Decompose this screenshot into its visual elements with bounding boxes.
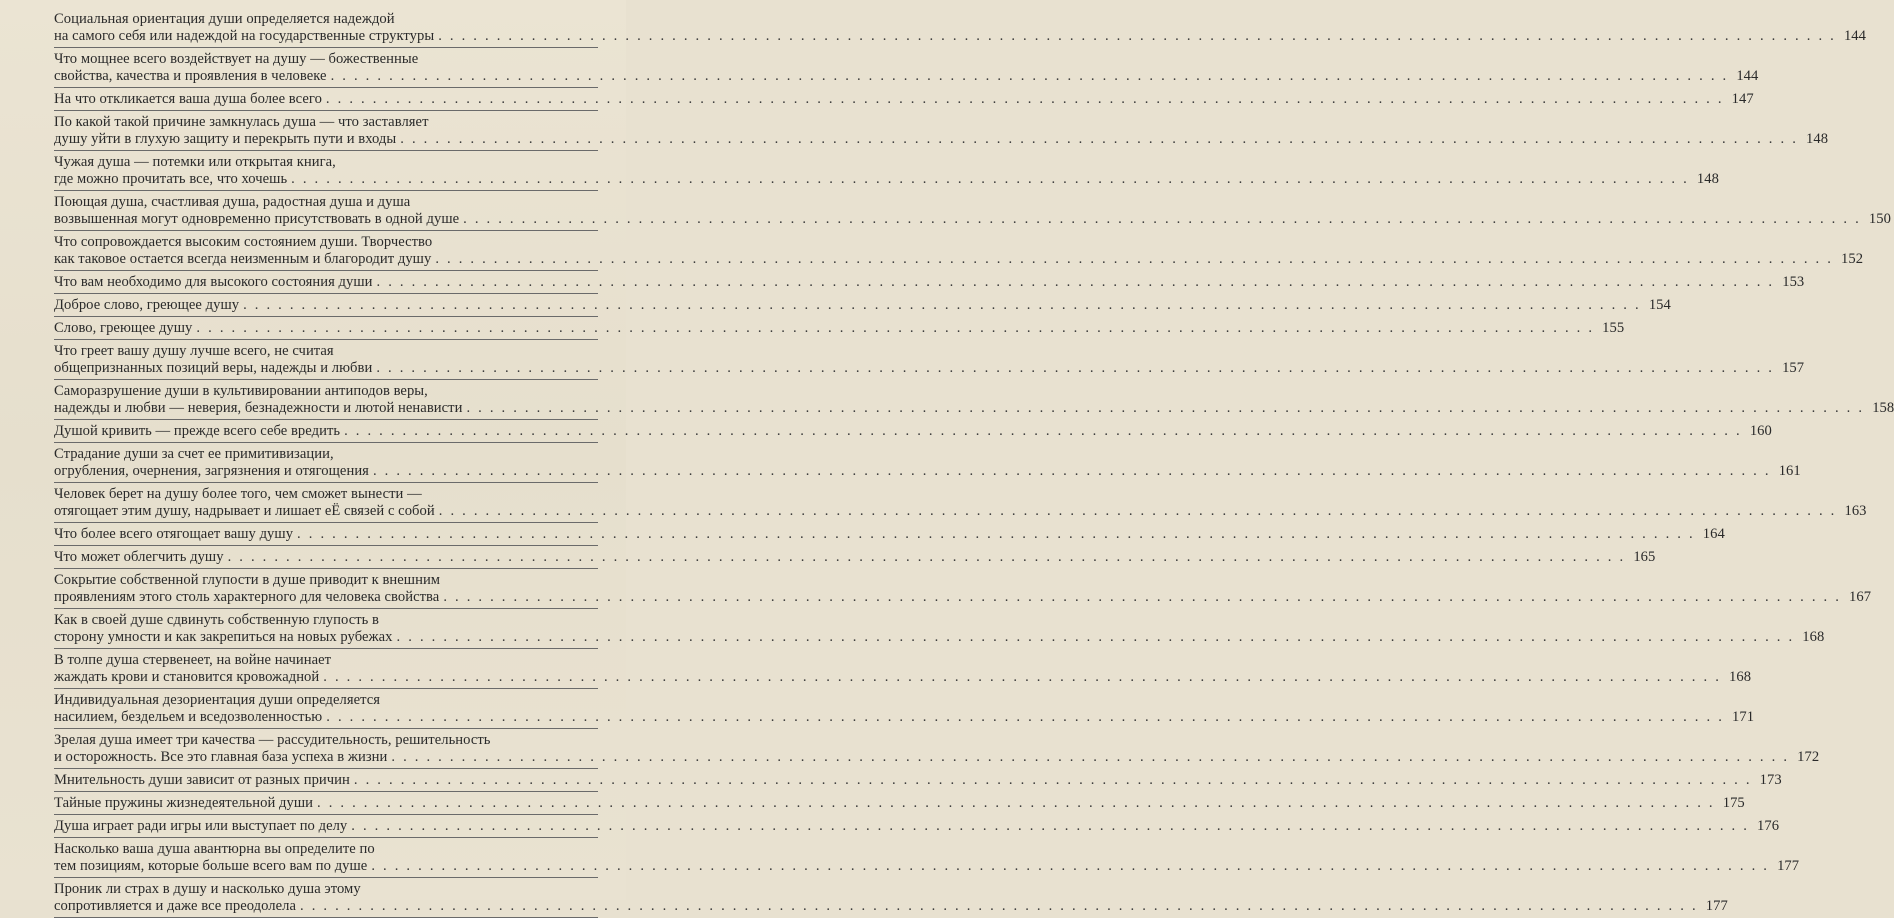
toc-entry-title-line: Поющая душа, счастливая душа, радостная душа и душа [54, 194, 411, 210]
dot-leader: . . . . . . . . . . . . . . . . . . . . . . . . . . . . . . . . . . . . . . . . . . . . . . . . . . . . . . . . . . . . . . . . . . . . . . . . . . . . . . . . . . . . . . . . . . . . . . . . . . . . . . . . . . . . . . . . . . . . . . . . [463, 211, 1861, 227]
toc-entry [54, 191, 1891, 231]
toc-page-number: 157 [1782, 360, 1805, 376]
toc-entry [54, 420, 1772, 443]
toc-entry-last-line [54, 749, 1820, 766]
toc-entry [54, 815, 1780, 838]
toc-entry [54, 523, 1725, 546]
toc-entry-title-line: Что более всего отягощает вашу душу [54, 526, 294, 542]
toc-entry [54, 317, 1625, 340]
toc-entry [54, 231, 1864, 271]
dot-leader: . . . . . . . . . . . . . . . . . . . . . . . . . . . . . . . . . . . . . . . . . . . . . . . . . . . . . . . . . . . . . . . . . . . . . . . . . . . . . . . . . . . . . . . . . . . . . . . . . . . . . . . . . . . . . . . . . . . . . . . . [438, 28, 1836, 44]
toc-entry-last-line [54, 858, 1800, 875]
toc-entry-last-line [54, 251, 1864, 268]
toc-entry-last-line [54, 320, 1625, 337]
toc-page-number: 167 [1849, 589, 1872, 605]
toc-entry-title-line: сторону умности и как закрепиться на новых рубежах [54, 629, 393, 645]
toc-entry [54, 769, 1782, 792]
toc-entry [54, 340, 1805, 380]
toc-page-number: 164 [1702, 526, 1725, 542]
dot-leader: . . . . . . . . . . . . . . . . . . . . . . . . . . . . . . . . . . . . . . . . . . . . . . . . . . . . . . . . . . . . . . . . . . . . . . . . . . . . . . . . . . . . . . . . . . . . . . . . . . . . . . . . . . . . . . . . . . . . . . . . [317, 795, 1715, 811]
toc-entry-title-line: Насколько ваша душа авантюрна вы определите по [54, 841, 375, 857]
toc-entry-title-line: Саморазрушение души в культивировании антиподов веры, [54, 383, 428, 399]
toc-entry-last-line [54, 709, 1755, 726]
toc-entry-title-line: По какой такой причине замкнулась душа — что заставляет [54, 114, 429, 130]
toc-page-number: 148 [1806, 131, 1829, 147]
toc-entry-title-line: Проник ли страх в душу и насколько душа этому [54, 881, 361, 897]
toc-entry-title-line: отягощает этим душу, надрывает и лишает еЁ связей с собой [54, 503, 435, 519]
toc-entry-last-line [54, 526, 1725, 543]
toc-entry [54, 546, 1656, 569]
toc-entry-title-line: Чужая душа — потемки или открытая книга, [54, 154, 336, 170]
toc-entry-last-line [54, 818, 1780, 835]
dot-leader: . . . . . . . . . . . . . . . . . . . . . . . . . . . . . . . . . . . . . . . . . . . . . . . . . . . . . . . . . . . . . . . . . . . . . . . . . . . . . . . . . . . . . . . . . . . . . . . . . . . . . . . . . . . . . . . . . . . . . . . . [323, 669, 1722, 685]
dot-leader: . . . . . . . . . . . . . . . . . . . . . . . . . . . . . . . . . . . . . . . . . . . . . . . . . . . . . . . . . . . . . . . . . . . . . . . . . . . . . . . . . . . . . . . . . . . . . . . . . . . . . . . . . . . . . . . . . . . . . . . . [300, 898, 1698, 914]
toc-page-number: 172 [1797, 749, 1820, 765]
toc-page-number: 171 [1732, 709, 1755, 725]
toc-entry-title-line: Зрелая душа имеет три качества — рассудительность, решительность [54, 732, 491, 748]
toc-entry-title-line: где можно прочитать все, что хочешь [54, 171, 288, 187]
toc-entry-title-line: душу уйти в глухую защиту и перекрыть пути и входы [54, 131, 397, 147]
toc-page-number: 144 [1736, 68, 1759, 84]
toc-page-number: 165 [1633, 549, 1656, 565]
toc-entry-last-line [54, 68, 1759, 85]
dot-leader: . . . . . . . . . . . . . . . . . . . . . . . . . . . . . . . . . . . . . . . . . . . . . . . . . . . . . . . . . . . . . . . . . . . . . . . . . . . . . . . . . . . . . . . . . . . . . . . . . . . . . . . . . . . . . . . . . . . . . . . . [325, 91, 1724, 107]
toc-entry-last-line [54, 297, 1671, 314]
toc-entry-title-line: Тайные пружины жизнедеятельной души [54, 795, 313, 811]
toc-entry-title-line: В толпе душа стервенеет, на войне начинает [54, 652, 332, 668]
toc-entry-title-line: Что мощнее всего воздействует на душу — божественные [54, 51, 419, 67]
toc-entry-last-line [54, 589, 1872, 606]
toc-entry-last-line [54, 171, 1719, 188]
toc-entry-last-line [54, 549, 1656, 566]
toc-entry [54, 271, 1805, 294]
toc-entry-title-line: Как в своей душе сдвинуть собственную глупость в [54, 612, 380, 628]
toc-page-number: 173 [1759, 772, 1782, 788]
dot-leader: . . . . . . . . . . . . . . . . . . . . . . . . . . . . . . . . . . . . . . . . . . . . . . . . . . . . . . . . . . . . . . . . . . . . . . . . . . . . . . . . . . . . . . . . . . . . . . . . . . . . . . . . . . . . . . . . . . . . . . . . [396, 629, 1795, 645]
toc-entry-last-line [54, 211, 1891, 228]
toc-entry-title-line: насилием, бездельем и вседозволенностью [54, 709, 323, 725]
toc-entry-title-line: Человек берет на душу более того, чем сможет вынести — [54, 486, 422, 502]
toc-page-number: 147 [1731, 91, 1754, 107]
toc-entry [54, 88, 1754, 111]
toc-entry-title-line: проявлениям этого столь характерного для человека свойства [54, 589, 440, 605]
toc-entry-title-line: надежды и любви — неверия, безнадежности и лютой ненависти [54, 400, 463, 416]
toc-page-number: 155 [1602, 320, 1625, 336]
toc-entry-title-line: сопротивляется и даже все преодолела [54, 898, 297, 914]
toc-entry-title-line: Слово, греющее душу [54, 320, 193, 336]
toc-page-number: 161 [1778, 463, 1801, 479]
toc-entry-last-line [54, 503, 1867, 520]
toc-entry-title-line: огрубления, очернения, загрязнения и отягощения [54, 463, 369, 479]
dot-leader: . . . . . . . . . . . . . . . . . . . . . . . . . . . . . . . . . . . . . . . . . . . . . . . . . . . . . . . . . . . . . . . . . . . . . . . . . . . . . . . . . . . . . . . . . . . . . . . . . . . . . . . . . . . . . . . . . . . . . . . . [466, 400, 1865, 416]
toc-entry-title-line: и осторожность. Все это главная база успеха в жизни [54, 749, 388, 765]
dot-leader: . . . . . . . . . . . . . . . . . . . . . . . . . . . . . . . . . . . . . . . . . . . . . . . . . . . . . . . . . . . . . . . . . . . . . . . . . . . . . . . . . . . . . . . . . . . . . . . . . . . . . . . . . . . . . . . . . . . . . . . . [438, 503, 1837, 519]
toc-entry-title-line: Что сопровождается высоким состоянием души. Творчество [54, 234, 433, 250]
toc-page-number: 168 [1729, 669, 1752, 685]
toc-entry-title-line: Доброе слово, греющее душу [54, 297, 240, 313]
toc-entry-last-line [54, 423, 1772, 440]
toc-entry-title-line: возвышенная могут одновременно присутствовать в одной душе [54, 211, 460, 227]
dot-leader: . . . . . . . . . . . . . . . . . . . . . . . . . . . . . . . . . . . . . . . . . . . . . . . . . . . . . . . . . . . . . . . . . . . . . . . . . . . . . . . . . . . . . . . . . . . . . . . . . . . . . . . . . . . . . . . . . . . . . . . . [353, 772, 1752, 788]
toc-entry-title-line: Что вам необходимо для высокого состояния души [54, 274, 373, 290]
toc-entry [54, 111, 1829, 151]
toc-entry-last-line [54, 898, 1728, 915]
toc-entry [54, 8, 1866, 48]
toc-entry [54, 569, 1872, 609]
toc-page-number: 144 [1843, 28, 1866, 44]
toc-entry [54, 792, 1745, 815]
toc-entry-last-line [54, 91, 1754, 108]
table-of-contents [54, 8, 1894, 918]
dot-leader: . . . . . . . . . . . . . . . . . . . . . . . . . . . . . . . . . . . . . . . . . . . . . . . . . . . . . . . . . . . . . . . . . . . . . . . . . . . . . . . . . . . . . . . . . . . . . . . . . . . . . . . . . . . . . . . . . . . . . . . . [435, 251, 1834, 267]
toc-entry-last-line [54, 669, 1752, 686]
toc-entry-last-line [54, 400, 1894, 417]
toc-page-number: 152 [1841, 251, 1864, 267]
dot-leader: . . . . . . . . . . . . . . . . . . . . . . . . . . . . . . . . . . . . . . . . . . . . . . . . . . . . . . . . . . . . . . . . . . . . . . . . . . . . . . . . . . . . . . . . . . . . . . . . . . . . . . . . . . . . . . . . . . . . . . . . [371, 858, 1770, 874]
dot-leader: . . . . . . . . . . . . . . . . . . . . . . . . . . . . . . . . . . . . . . . . . . . . . . . . . . . . . . . . . . . . . . . . . . . . . . . . . . . . . . . . . . . . . . . . . . . . . . . . . . . . . . . . . . . . . . . . . . . . . . . . [326, 709, 1725, 725]
toc-entry-last-line [54, 131, 1829, 148]
toc-page-number: 153 [1782, 274, 1805, 290]
toc-entry-last-line [54, 772, 1782, 789]
toc-entry [54, 483, 1867, 523]
toc-entry-title-line: На что откликается ваша душа более всего [54, 91, 322, 107]
dot-leader: . . . . . . . . . . . . . . . . . . . . . . . . . . . . . . . . . . . . . . . . . . . . . . . . . . . . . . . . . . . . . . . . . . . . . . . . . . . . . . . . . . . . . . . . . . . . . . . . . . . . . . . . . . . . . . . . . . . . . . . . [297, 526, 1695, 542]
toc-entry-last-line [54, 274, 1805, 291]
toc-entry [54, 689, 1755, 729]
toc-entry [54, 48, 1759, 88]
toc-entry [54, 443, 1801, 483]
toc-page-number: 150 [1868, 211, 1891, 227]
toc-entry-last-line [54, 28, 1866, 45]
dot-leader: . . . . . . . . . . . . . . . . . . . . . . . . . . . . . . . . . . . . . . . . . . . . . . . . . . . . . . . . . . . . . . . . . . . . . . . . . . . . . . . . . . . . . . . . . . . . . . . . . . . . . . . . . . . . . . . . . . . . . . . . [391, 749, 1790, 765]
toc-entry-title-line: Что может облегчить душу [54, 549, 224, 565]
toc-entry-last-line [54, 795, 1745, 812]
toc-page-number: 177 [1705, 898, 1728, 914]
toc-page-number: 158 [1872, 400, 1894, 416]
toc-entry [54, 151, 1719, 191]
dot-leader: . . . . . . . . . . . . . . . . . . . . . . . . . . . . . . . . . . . . . . . . . . . . . . . . . . . . . . . . . . . . . . . . . . . . . . . . . . . . . . . . . . . . . . . . . . . . . . . . . . . . . . . . . . . . . . . . . . . . . . . . [291, 171, 1689, 187]
toc-entry-title-line: Душой кривить — прежде всего себе вредить [54, 423, 341, 439]
toc-entry-title-line: жаждать крови и становится кровожадной [54, 669, 320, 685]
toc-entry-title-line: Мнительность души зависит от разных причин [54, 772, 350, 788]
toc-entry [54, 609, 1825, 649]
toc-entry [54, 380, 1894, 420]
toc-entry [54, 838, 1800, 878]
toc-entry [54, 729, 1820, 769]
toc-entry-last-line [54, 360, 1805, 377]
toc-page-number: 148 [1696, 171, 1719, 187]
toc-entry-last-line [54, 629, 1825, 646]
dot-leader: . . . . . . . . . . . . . . . . . . . . . . . . . . . . . . . . . . . . . . . . . . . . . . . . . . . . . . . . . . . . . . . . . . . . . . . . . . . . . . . . . . . . . . . . . . . . . . . . . . . . . . . . . . . . . . . . . . . . . . . . [196, 320, 1595, 336]
dot-leader: . . . . . . . . . . . . . . . . . . . . . . . . . . . . . . . . . . . . . . . . . . . . . . . . . . . . . . . . . . . . . . . . . . . . . . . . . . . . . . . . . . . . . . . . . . . . . . . . . . . . . . . . . . . . . . . . . . . . . . . . [344, 423, 1742, 439]
dot-leader: . . . . . . . . . . . . . . . . . . . . . . . . . . . . . . . . . . . . . . . . . . . . . . . . . . . . . . . . . . . . . . . . . . . . . . . . . . . . . . . . . . . . . . . . . . . . . . . . . . . . . . . . . . . . . . . . . . . . . . . . [376, 274, 1775, 290]
toc-page-number: 168 [1802, 629, 1825, 645]
dot-leader: . . . . . . . . . . . . . . . . . . . . . . . . . . . . . . . . . . . . . . . . . . . . . . . . . . . . . . . . . . . . . . . . . . . . . . . . . . . . . . . . . . . . . . . . . . . . . . . . . . . . . . . . . . . . . . . . . . . . . . . . [330, 68, 1729, 84]
toc-entry-title-line: Душа играет ради игры или выступает по делу [54, 818, 348, 834]
toc-entry [54, 878, 1728, 918]
dot-leader: . . . . . . . . . . . . . . . . . . . . . . . . . . . . . . . . . . . . . . . . . . . . . . . . . . . . . . . . . . . . . . . . . . . . . . . . . . . . . . . . . . . . . . . . . . . . . . . . . . . . . . . . . . . . . . . . . . . . . . . . [376, 360, 1775, 376]
toc-page-number: 177 [1777, 858, 1800, 874]
toc-entry [54, 294, 1671, 317]
toc-page-number: 154 [1648, 297, 1671, 313]
dot-leader: . . . . . . . . . . . . . . . . . . . . . . . . . . . . . . . . . . . . . . . . . . . . . . . . . . . . . . . . . . . . . . . . . . . . . . . . . . . . . . . . . . . . . . . . . . . . . . . . . . . . . . . . . . . . . . . . . . . . . . . . [443, 589, 1842, 605]
toc-entry-title-line: тем позициям, которые больше всего вам по душе [54, 858, 368, 874]
dot-leader: . . . . . . . . . . . . . . . . . . . . . . . . . . . . . . . . . . . . . . . . . . . . . . . . . . . . . . . . . . . . . . . . . . . . . . . . . . . . . . . . . . . . . . . . . . . . . . . . . . . . . . . . . . . . . . . . . . . . . . . . [372, 463, 1771, 479]
toc-entry-title-line: Сокрытие собственной глупости в душе приводит к внешним [54, 572, 441, 588]
toc-entry-title-line: Социальная ориентация души определяется надеждой [54, 11, 395, 27]
toc-page-number: 175 [1722, 795, 1745, 811]
toc-page-number: 163 [1844, 503, 1867, 519]
toc-entry-title-line: на самого себя или надеждой на государственные структуры [54, 28, 435, 44]
toc-page-number: 176 [1757, 818, 1780, 834]
dot-leader: . . . . . . . . . . . . . . . . . . . . . . . . . . . . . . . . . . . . . . . . . . . . . . . . . . . . . . . . . . . . . . . . . . . . . . . . . . . . . . . . . . . . . . . . . . . . . . . . . . . . . . . . . . . . . . . . . . . . . . . . [243, 297, 1641, 313]
dot-leader: . . . . . . . . . . . . . . . . . . . . . . . . . . . . . . . . . . . . . . . . . . . . . . . . . . . . . . . . . . . . . . . . . . . . . . . . . . . . . . . . . . . . . . . . . . . . . . . . . . . . . . . . . . . . . . . . . . . . . . . . [351, 818, 1750, 834]
toc-page-number: 160 [1749, 423, 1772, 439]
toc-entry-title-line: Индивидуальная дезориентация души определяется [54, 692, 380, 708]
toc-entry-title-line: общепризнанных позиций веры, надежды и любви [54, 360, 373, 376]
toc-entry [54, 649, 1752, 689]
toc-entry-title-line: Что греет вашу душу лучше всего, не считая [54, 343, 334, 359]
toc-entry-title-line: как таковое остается всегда неизменным и благородит душу [54, 251, 432, 267]
dot-leader: . . . . . . . . . . . . . . . . . . . . . . . . . . . . . . . . . . . . . . . . . . . . . . . . . . . . . . . . . . . . . . . . . . . . . . . . . . . . . . . . . . . . . . . . . . . . . . . . . . . . . . . . . . . . . . . . . . . . . . . . [400, 131, 1799, 147]
toc-entry-title-line: Страдание души за счет ее примитивизации, [54, 446, 334, 462]
toc-entry-title-line: свойства, качества и проявления в человеке [54, 68, 327, 84]
toc-entry-last-line [54, 463, 1801, 480]
dot-leader: . . . . . . . . . . . . . . . . . . . . . . . . . . . . . . . . . . . . . . . . . . . . . . . . . . . . . . . . . . . . . . . . . . . . . . . . . . . . . . . . . . . . . . . . . . . . . . . . . . . . . . . . . . . . . . . . . . . . . . . . [227, 549, 1626, 565]
